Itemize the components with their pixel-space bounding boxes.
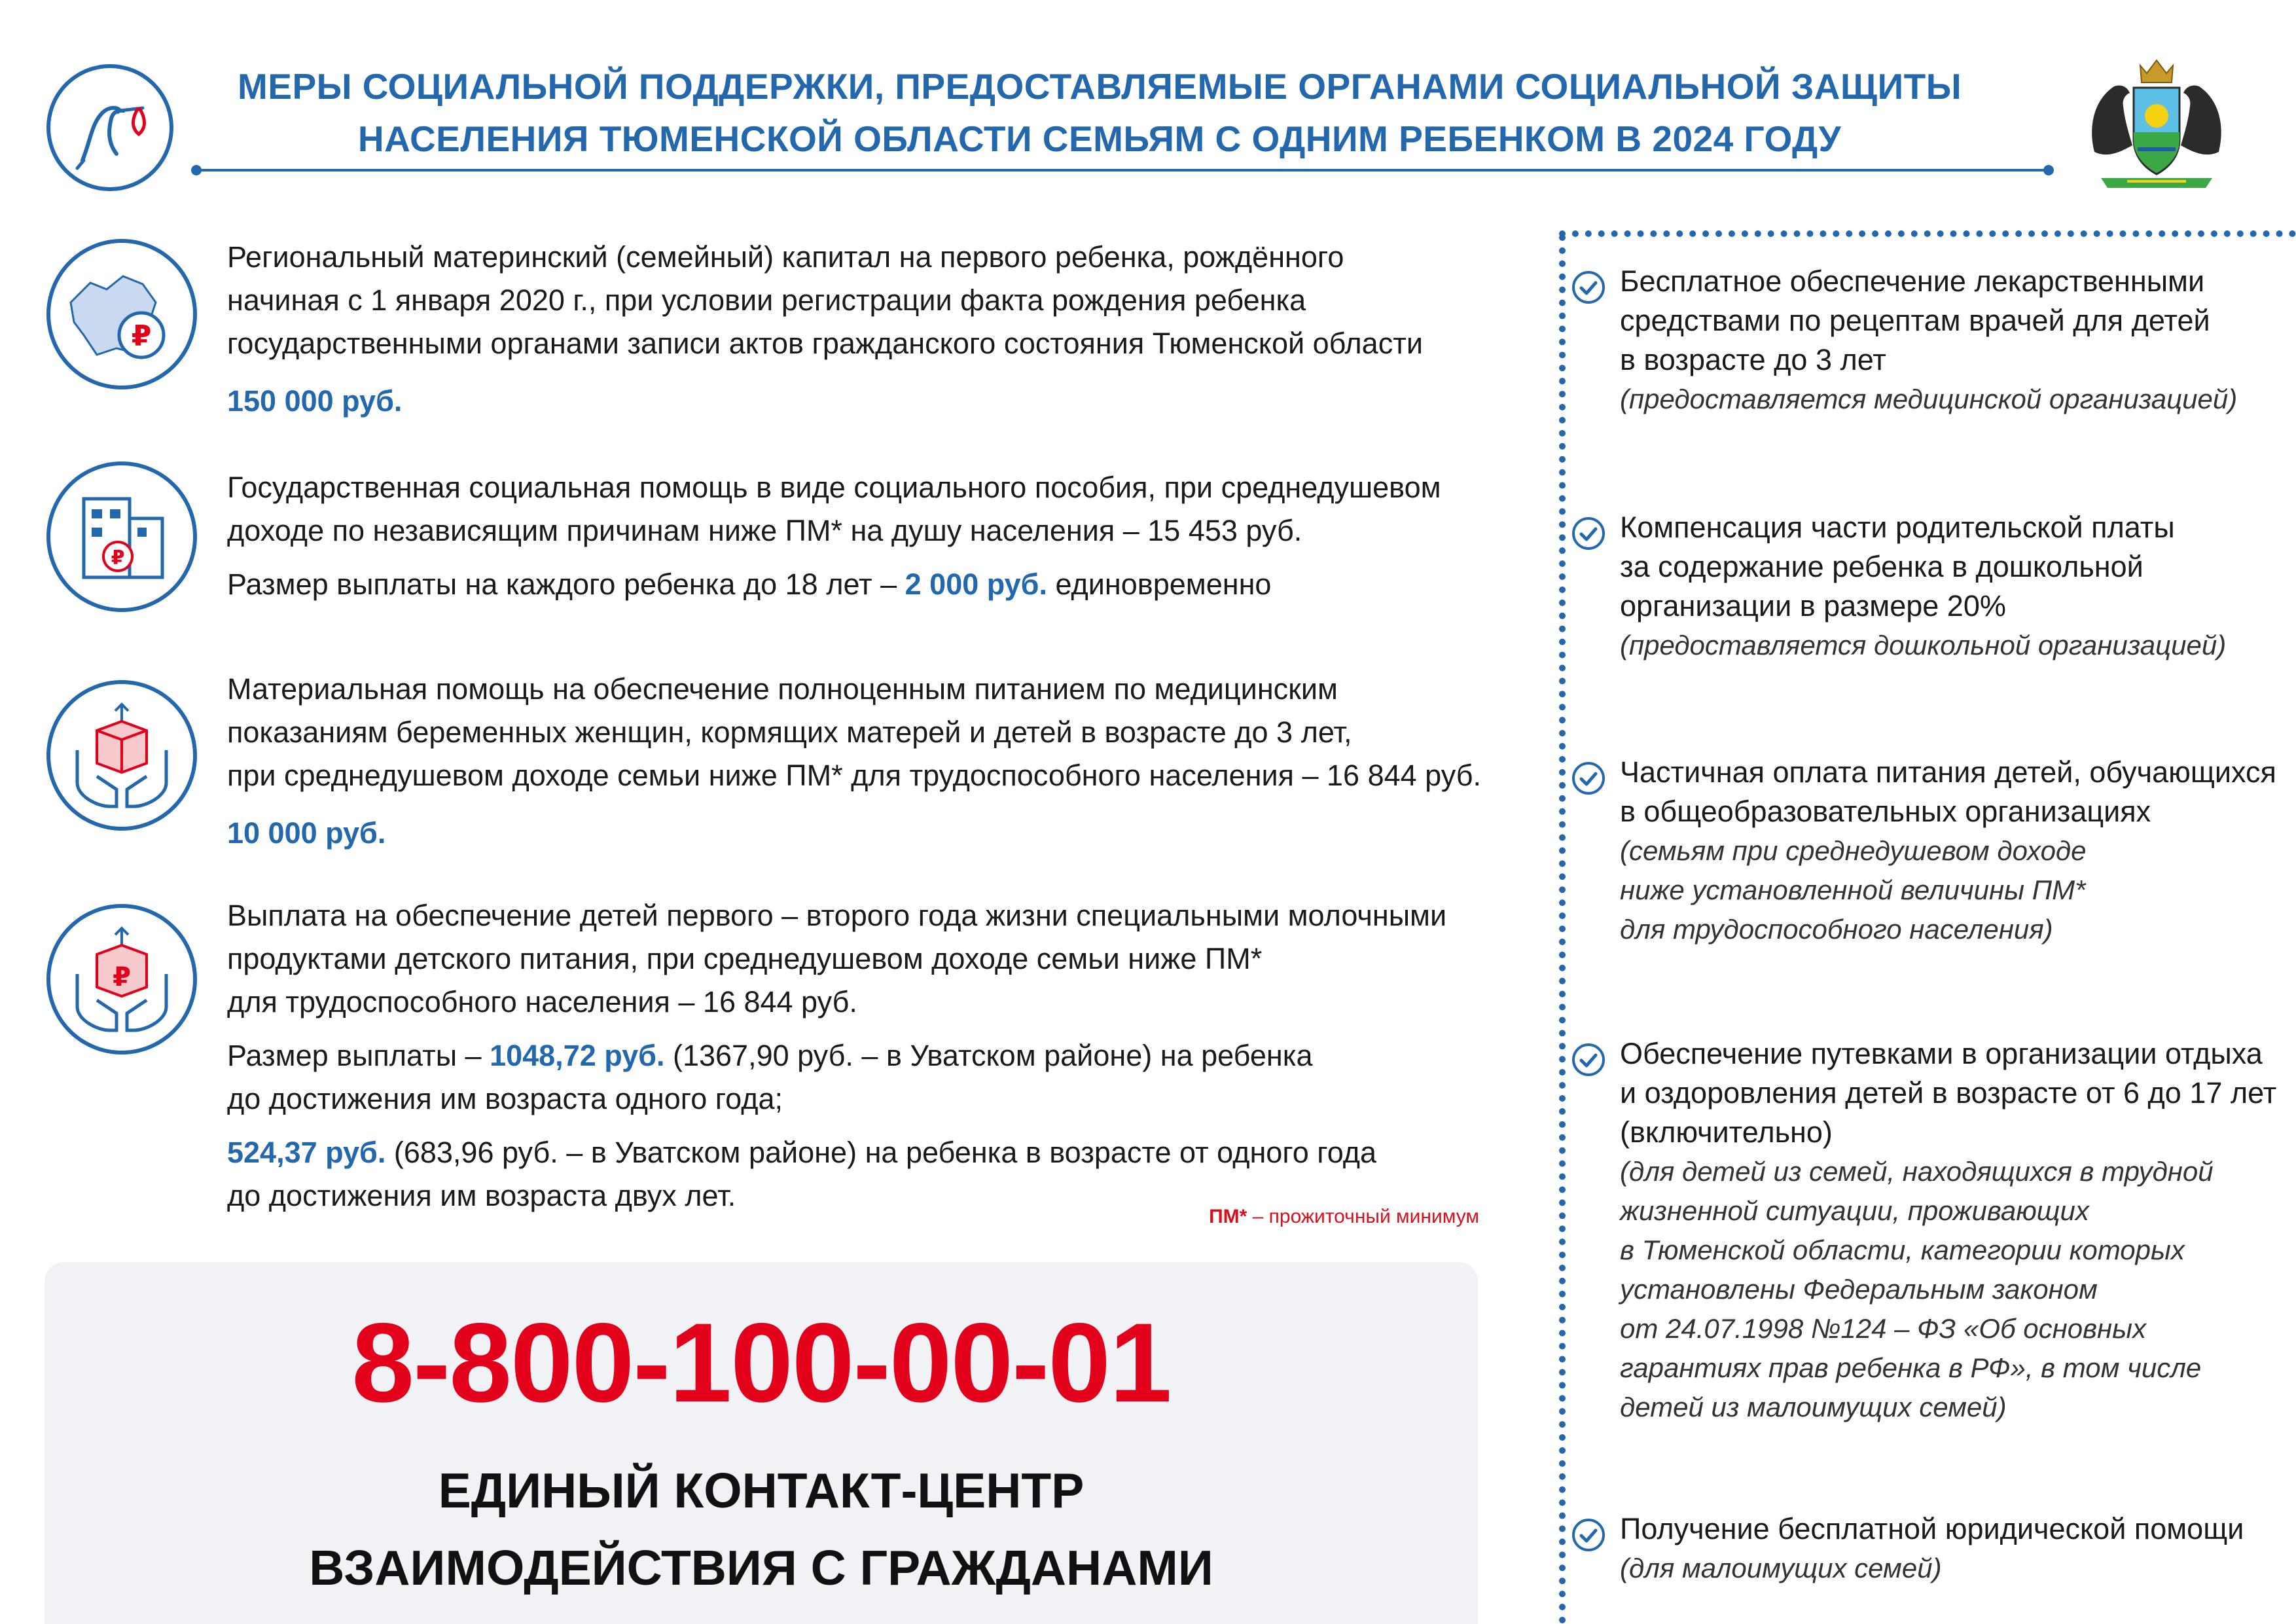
measure-1-line-3: государственными органами записи актов гражданского состояния Тюменской области (227, 327, 1423, 360)
measure-4-line-2: продуктами детского питания, при среднедушевом доходе семьи ниже ПМ* (227, 942, 1263, 975)
right-item-4-note-6: гарантиях прав ребенка в РФ», в том числе (1620, 1352, 2202, 1383)
measure-2-line-1: Государственная социальная помощь в виде социального пособия, при среднедушевом (227, 471, 1441, 504)
measure-4-payment-1-amount: 1048,72 руб. (490, 1039, 665, 1072)
right-column-divider-top (1559, 230, 2296, 237)
check-circle-icon (1571, 270, 1606, 305)
measure-4-payment-1 (227, 1034, 1503, 1077)
measure-1-line-2: начиная с 1 января 2020 г., при условии регистрации факта рождения ребенка (227, 283, 1306, 317)
right-item-4-note-5: от 24.07.1998 №124 – ФЗ «Об основных (1620, 1313, 2147, 1344)
svg-text:₽: ₽ (111, 547, 125, 569)
right-item-1-title-2: средствами по рецептам врачей для детей (1620, 304, 2210, 337)
measure-4-payment-1-prefix: Размер выплаты – (227, 1039, 490, 1072)
measure-2-payment-prefix: Размер выплаты на каждого ребенка до 18 лет – (227, 568, 905, 601)
header-divider (196, 169, 2049, 171)
check-circle-icon (1571, 1517, 1606, 1553)
right-item-4 (1571, 1034, 2291, 1427)
measure-3-amount: 10 000 руб. (227, 816, 386, 850)
measure-2-payment (227, 563, 1503, 606)
right-item-4-note-4: установлены Федеральным законом (1620, 1274, 2098, 1305)
check-circle-icon (1571, 516, 1606, 551)
measure-4-payment-2-suffix: (683,96 руб. – в Уватском районе) на ребенка в возрасте от одного года (386, 1136, 1377, 1169)
right-item-5-title-1: Получение бесплатной юридической помощи (1620, 1512, 2244, 1545)
right-item-4-title-1: Обеспечение путевками в организации отдыха (1620, 1037, 2263, 1070)
measure-4 (227, 894, 1503, 1218)
measure-1-line-1: Региональный материнский (семейный) капитал на первого ребенка, рождённого (227, 240, 1344, 274)
right-item-1 (1571, 262, 2291, 419)
measure-2-amount: 2 000 руб. (905, 568, 1047, 601)
right-item-2 (1571, 508, 2291, 665)
right-item-3-title-2: в общеобразовательных организациях (1620, 795, 2151, 828)
right-item-4-note-7: детей из малоимущих семей) (1620, 1392, 2007, 1422)
right-item-2-title-3: организации в размере 20% (1620, 589, 2006, 623)
right-item-2-title-2: за содержание ребенка в дошкольной (1620, 550, 2144, 583)
contact-phone[interactable]: 8-800-100-00-01 (351, 1300, 1171, 1426)
right-item-2-title-1: Компенсация части родительской платы (1620, 511, 2175, 544)
check-circle-icon (1571, 761, 1606, 796)
measure-3-line-1: Материальная помощь на обеспечение полноценным питанием по медицинским (227, 672, 1338, 706)
stork-icon (45, 62, 175, 193)
right-item-2-note-1: (предоставляется дошкольной организацией) (1620, 630, 2227, 660)
hands-box-ruble-icon (45, 902, 199, 1056)
page-title (196, 60, 2003, 165)
measure-4-payment-1-suffix: (1367,90 руб. – в Уватском районе) на ребенка (664, 1039, 1313, 1072)
measure-4-line-1: Выплата на обеспечение детей первого – второго года жизни специальными молочными (227, 899, 1447, 932)
measure-2-line-2: доходе по независящим причинам ниже ПМ* на душу населения – 15 453 руб. (227, 514, 1302, 547)
right-item-5 (1571, 1509, 2291, 1588)
right-item-3-note-1: (семьям при среднедушевом доходе (1620, 835, 2087, 866)
right-item-1-note-1: (предоставляется медицинской организацией) (1620, 384, 2238, 414)
hands-box-icon (45, 678, 199, 833)
right-item-5-note-1: (для малоимущих семей) (1620, 1553, 1942, 1583)
contact-center-title (45, 1452, 1478, 1606)
measure-3-line-3: при среднедушевом доходе семьи ниже ПМ* для трудоспособного населения – 16 844 руб. (227, 759, 1481, 792)
region-map-ruble-icon (45, 237, 199, 391)
right-item-4-title-2: и оздоровления детей в возрасте от 6 до 17 лет (1620, 1076, 2277, 1110)
measure-4-payment-2 (227, 1131, 1503, 1174)
measure-4-payment-2-amount: 524,37 руб. (227, 1136, 386, 1169)
right-item-3 (1571, 753, 2291, 949)
buildings-ruble-icon (45, 460, 199, 614)
right-column-divider (1559, 234, 1566, 1624)
right-item-4-note-2: жизненной ситуации, проживающих (1620, 1195, 2089, 1226)
right-item-3-note-2: ниже установленной величины ПМ* (1620, 875, 2086, 905)
measure-4-payment-1-line-2: до достижения им возраста одного года; (227, 1082, 783, 1115)
footnote (1113, 1206, 1479, 1228)
footnote-term: ПМ* (1209, 1206, 1247, 1227)
right-item-4-note-1: (для детей из семей, находящихся в трудной (1620, 1156, 2214, 1187)
contact-title-line-2: ВЗАИМОДЕЙСТВИЯ С ГРАЖДАНАМИ (309, 1540, 1213, 1595)
measure-4-payment-2-line-2: до достижения им возраста двух лет. (227, 1179, 736, 1212)
page-title-line-1: МЕРЫ СОЦИАЛЬНОЙ ПОДДЕРЖКИ, ПРЕДОСТАВЛЯЕМЫЕ ОРГАНАМИ СОЦИАЛЬНОЙ ЗАЩИТЫ (237, 66, 1962, 107)
measure-3 (227, 668, 1503, 855)
measure-3-line-2: показаниям беременных женщин, кормящих матерей и детей в возрасте до 3 лет, (227, 715, 1352, 749)
measure-2 (227, 466, 1503, 606)
right-item-1-title-3: в возрасте до 3 лет (1620, 343, 1886, 376)
measure-1-amount: 150 000 руб. (227, 384, 403, 418)
right-item-3-title-1: Частичная оплата питания детей, обучающихся (1620, 755, 2276, 789)
measure-1 (227, 236, 1503, 423)
measure-2-payment-suffix: единовременно (1047, 568, 1272, 601)
check-circle-icon (1571, 1042, 1606, 1077)
page-title-line-2: НАСЕЛЕНИЯ ТЮМЕНСКОЙ ОБЛАСТИ СЕМЬЯМ С ОДНИМ РЕБЕНКОМ В 2024 ГОДУ (357, 118, 1842, 159)
right-item-4-note-3: в Тюменской области, категории которых (1620, 1235, 2185, 1265)
measure-4-line-3: для трудоспособного населения – 16 844 руб. (227, 985, 857, 1019)
right-item-3-note-3: для трудоспособного населения) (1620, 914, 2053, 945)
svg-text:₽: ₽ (113, 962, 131, 992)
coat-of-arms-icon (2075, 54, 2238, 198)
right-item-1-title-1: Бесплатное обеспечение лекарственными (1620, 264, 2205, 298)
right-item-4-title-3: (включительно) (1620, 1115, 1833, 1149)
contact-title-line-1: ЕДИНЫЙ КОНТАКТ-ЦЕНТР (438, 1463, 1085, 1518)
footnote-definition: – прожиточный минимум (1247, 1206, 1479, 1227)
svg-text:₽: ₽ (131, 319, 152, 353)
